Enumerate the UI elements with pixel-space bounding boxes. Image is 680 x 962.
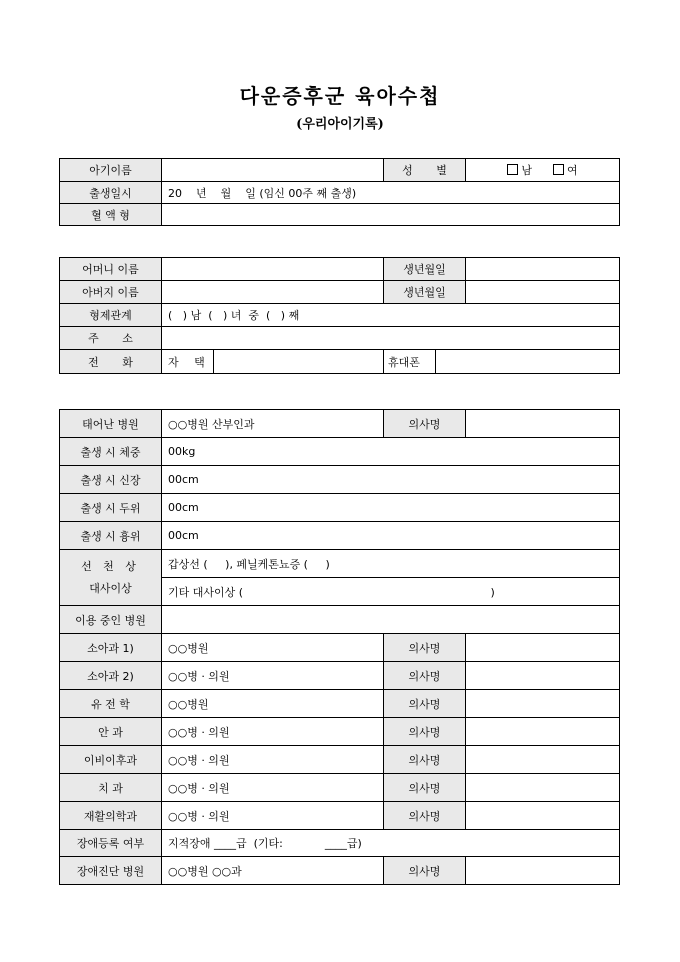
- visit-hospital-value[interactable]: ○○병원: [162, 634, 384, 662]
- birth-doctor-field[interactable]: [466, 410, 620, 438]
- congenital-value-2-cell[interactable]: [162, 578, 620, 606]
- visit-dept-label: 이비이후과: [60, 746, 162, 774]
- visit-hospital-value[interactable]: ○○병원: [162, 690, 384, 718]
- visit-dept-label: 재활의학과: [60, 802, 162, 830]
- diagnosis-doctor-field[interactable]: [466, 857, 620, 885]
- birth-height-value[interactable]: 00cm: [162, 466, 620, 494]
- visit-hospital-value[interactable]: ○○병 · 의원: [162, 774, 384, 802]
- child-info-table: [59, 158, 620, 226]
- head-circumference-value[interactable]: 00cm: [162, 494, 620, 522]
- home-phone-field[interactable]: [214, 350, 384, 374]
- congenital-label-line2: 대사이상: [89, 581, 132, 595]
- visit-row: [60, 774, 620, 802]
- visit-row: [60, 802, 620, 830]
- blood-type-field[interactable]: [162, 204, 620, 226]
- head-circumference-label: 출생 시 두위: [60, 494, 162, 522]
- female-checkbox[interactable]: [553, 164, 564, 175]
- visit-hospital-value[interactable]: ○○병 · 의원: [162, 718, 384, 746]
- birth-weight-label: 출생 시 체중: [60, 438, 162, 466]
- birth-height-label: 출생 시 신장: [60, 466, 162, 494]
- visit-doctor-label: 의사명: [384, 634, 466, 662]
- visit-hospital-value[interactable]: ○○병 · 의원: [162, 746, 384, 774]
- mother-birthday-field[interactable]: [466, 258, 620, 281]
- current-hospital-field[interactable]: [162, 606, 620, 634]
- congenital-label-line1: 선 천 상: [81, 559, 140, 573]
- mother-birthday-label: 생년월일: [384, 258, 466, 281]
- mother-name-label: 어머니 이름: [60, 258, 162, 281]
- address-field[interactable]: [162, 327, 620, 350]
- father-name-label: 아버지 이름: [60, 281, 162, 304]
- visit-doctor-label: 의사명: [384, 690, 466, 718]
- phone-label: 전 화: [60, 350, 162, 374]
- diagnosis-hospital-value[interactable]: ○○병원 ○○과: [162, 857, 384, 885]
- page-subtitle: (우리아이기록): [296, 117, 384, 132]
- disability-label: 장애등록 여부: [60, 830, 162, 857]
- visit-doctor-field[interactable]: [466, 634, 620, 662]
- gender-options: [466, 159, 620, 182]
- birth-doctor-label: 의사명: [384, 410, 466, 438]
- child-name-label: 아기이름: [60, 159, 162, 182]
- visit-row: [60, 662, 620, 690]
- medical-info-table: [59, 409, 620, 885]
- visit-dept-label: 소아과 2): [60, 662, 162, 690]
- disability-value[interactable]: 지적장애 ____급 (기타: ____급): [162, 830, 620, 857]
- birth-value[interactable]: 20 년 월 일 (임신 00주 째 출생): [162, 182, 620, 204]
- mobile-phone-field[interactable]: [436, 350, 620, 374]
- visit-doctor-field[interactable]: [466, 662, 620, 690]
- visit-dept-label: 치 과: [60, 774, 162, 802]
- hospital-visits: [60, 634, 620, 830]
- sibling-label: 형제관계: [60, 304, 162, 327]
- visit-doctor-label: 의사명: [384, 662, 466, 690]
- visit-dept-label: 소아과 1): [60, 634, 162, 662]
- chest-circumference-value[interactable]: 00cm: [162, 522, 620, 550]
- address-label: 주 소: [60, 327, 162, 350]
- diagnosis-doctor-label: 의사명: [384, 857, 466, 885]
- visit-dept-label: 유 전 학: [60, 690, 162, 718]
- parents-info-table: [59, 257, 620, 374]
- visit-row: [60, 690, 620, 718]
- mother-name-field[interactable]: [162, 258, 384, 281]
- birth-hospital-label: 태어난 병원: [60, 410, 162, 438]
- visit-row: [60, 718, 620, 746]
- blood-type-label: 혈 액 형: [60, 204, 162, 226]
- gender-label: 성 별: [384, 159, 466, 182]
- visit-doctor-field[interactable]: [466, 746, 620, 774]
- visit-dept-label: 안 과: [60, 718, 162, 746]
- chest-circumference-label: 출생 시 흉위: [60, 522, 162, 550]
- current-hospital-label: 이용 중인 병원: [60, 606, 162, 634]
- congenital-label: [60, 550, 162, 606]
- father-birthday-label: 생년월일: [384, 281, 466, 304]
- visit-hospital-value[interactable]: ○○병 · 의원: [162, 802, 384, 830]
- visit-doctor-label: 의사명: [384, 802, 466, 830]
- visit-doctor-field[interactable]: [466, 774, 620, 802]
- birth-weight-value[interactable]: 00kg: [162, 438, 620, 466]
- visit-doctor-label: 의사명: [384, 774, 466, 802]
- visit-row: [60, 634, 620, 662]
- father-birthday-field[interactable]: [466, 281, 620, 304]
- congenital-value-2: 기타 대사이상 (: [168, 585, 244, 599]
- home-phone-label: 자 택: [162, 350, 214, 374]
- visit-hospital-value[interactable]: ○○병 · 의원: [162, 662, 384, 690]
- congenital-close: ): [490, 585, 495, 599]
- visit-row: [60, 746, 620, 774]
- birth-label: 출생일시: [60, 182, 162, 204]
- visit-doctor-label: 의사명: [384, 718, 466, 746]
- father-name-field[interactable]: [162, 281, 384, 304]
- visit-doctor-field[interactable]: [466, 690, 620, 718]
- visit-doctor-label: 의사명: [384, 746, 466, 774]
- birth-hospital-value[interactable]: ○○병원 산부인과: [162, 410, 384, 438]
- visit-doctor-field[interactable]: [466, 718, 620, 746]
- male-label: 남: [521, 164, 532, 177]
- visit-doctor-field[interactable]: [466, 802, 620, 830]
- diagnosis-hospital-label: 장애진단 병원: [60, 857, 162, 885]
- congenital-value-1[interactable]: 갑상선 ( ), 페닐케톤뇨증 ( ): [162, 550, 620, 578]
- sibling-value[interactable]: ( ) 남 ( ) 녀 중 ( ) 째: [162, 304, 620, 327]
- child-name-field[interactable]: [162, 159, 384, 182]
- male-checkbox[interactable]: [507, 164, 518, 175]
- page-title: 다운증후군 육아수첩: [239, 84, 441, 108]
- mobile-phone-label: 휴대폰: [384, 350, 436, 374]
- female-label: 여: [566, 164, 578, 177]
